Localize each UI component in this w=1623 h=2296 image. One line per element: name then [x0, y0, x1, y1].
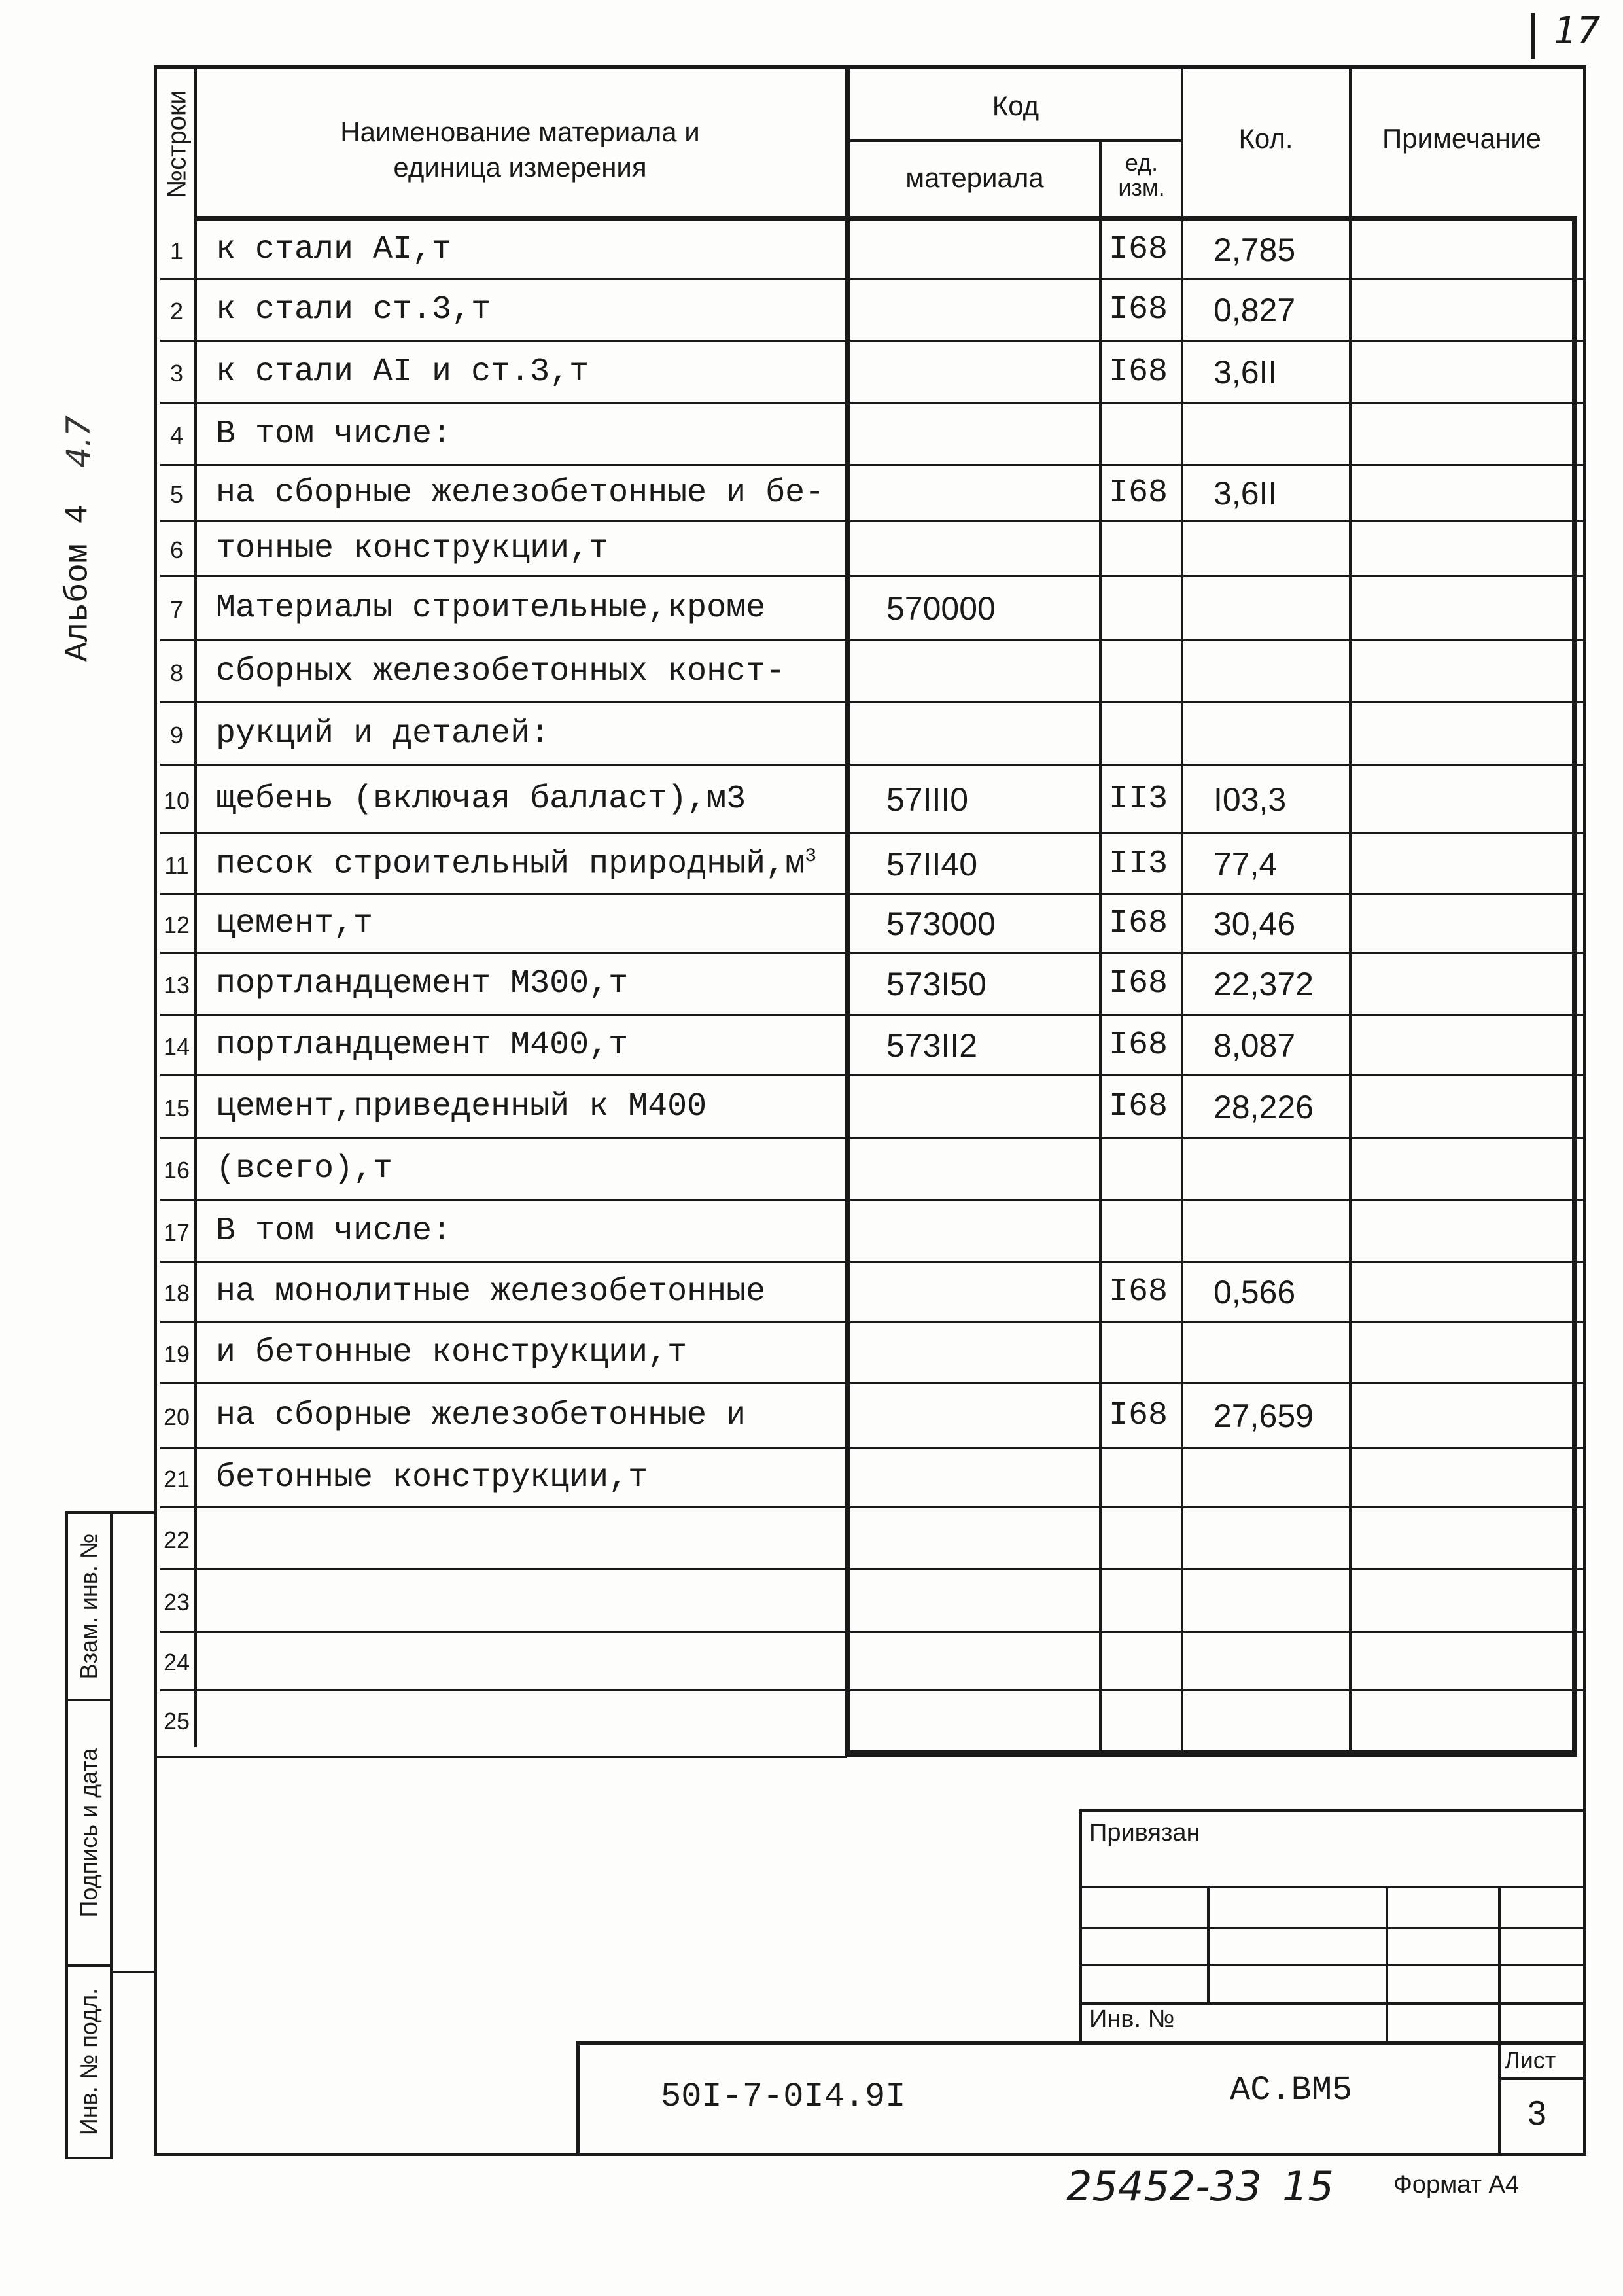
unit-code: II3 [1109, 780, 1168, 818]
row-number: 18 [163, 1280, 190, 1307]
quantity: 28,226 [1213, 1088, 1314, 1125]
privyazan-line-2 [1079, 1927, 1586, 1929]
material-code: 573000 [886, 906, 996, 942]
material-name: на сборные железобетонные и [216, 1397, 746, 1434]
table-row [160, 342, 1583, 404]
corner-page-number: 17 [1554, 10, 1601, 52]
material-code: 57III0 [886, 781, 969, 818]
table-row [160, 703, 1583, 766]
row-number: 12 [163, 911, 190, 938]
material-name-superscript: 3 [805, 845, 817, 868]
row-number: 7 [169, 596, 184, 623]
row-number: 20 [163, 1404, 190, 1430]
header-qty: Кол. [1238, 123, 1293, 154]
row-number: 17 [163, 1218, 190, 1246]
row-number: 16 [163, 1156, 190, 1184]
row-number: 8 [169, 659, 184, 686]
material-name: рукций и деталей: [216, 715, 550, 752]
material-name: к стали ст.3,т [216, 291, 491, 328]
unit-code: I68 [1109, 1397, 1168, 1434]
archive-number: 25452-33 [1066, 2163, 1262, 2210]
table-row [160, 1633, 1583, 1691]
header-row-number: №строки [162, 90, 192, 198]
table-row [160, 895, 1583, 954]
row-number: 24 [163, 1649, 190, 1676]
table-row [160, 221, 1583, 280]
row-number: 6 [169, 537, 184, 563]
privyazan-col-1 [1207, 1886, 1210, 2004]
table-row [160, 1691, 1583, 1750]
table-row [160, 834, 1583, 895]
quantity: 8,087 [1213, 1027, 1296, 1064]
archive-sheet: 15 [1282, 2163, 1334, 2210]
quantity: 3,6II [1213, 475, 1278, 512]
strip-divider-a [113, 1971, 154, 1973]
table-row [160, 641, 1583, 703]
header-code-unit: ед. изм. [1118, 149, 1165, 201]
row-number: 10 [163, 786, 190, 814]
unit-code: I68 [1109, 474, 1168, 512]
table-row [160, 1384, 1583, 1449]
row-number: 15 [163, 1094, 190, 1122]
material-name: тонные конструкции,т [216, 530, 609, 567]
row-number: 21 [163, 1466, 190, 1492]
row-number: 1 [169, 238, 184, 264]
quantity: 77,4 [1213, 845, 1278, 883]
sheet-sub-line [1498, 2077, 1586, 2080]
header-name: Наименование материала и единица измерения [340, 116, 700, 183]
unit-code: I68 [1109, 353, 1168, 391]
table-bottom-line-left [154, 1756, 847, 1758]
material-name: щебень (включая балласт),м3 [216, 780, 746, 818]
material-name: цемент,т [216, 905, 374, 942]
material-name: бетонные конструкции,т [216, 1459, 648, 1496]
inv-no-label: Инв. № [1089, 2005, 1175, 2033]
unit-code: I68 [1109, 231, 1168, 268]
table-row [160, 1508, 1583, 1570]
unit-code: I68 [1109, 291, 1168, 328]
material-code: 573II2 [886, 1027, 978, 1064]
quantity: I03,3 [1213, 781, 1287, 818]
unit-code: I68 [1109, 965, 1168, 1002]
table-row [160, 1076, 1583, 1139]
sheet-label: Лист [1505, 2047, 1556, 2074]
quantity: 3,6II [1213, 353, 1278, 391]
material-name: на монолитные железобетонные [216, 1273, 766, 1311]
table-row [160, 280, 1583, 342]
unit-code: I68 [1109, 1026, 1168, 1064]
material-name: В том числе: [216, 415, 452, 453]
material-name: цемент,приведенный к М400 [216, 1087, 707, 1125]
row-number: 23 [163, 1588, 190, 1616]
privyazan-line-3 [1079, 1964, 1586, 1966]
strip-podpis: Подпись и дата [65, 1699, 113, 1967]
row-number: 5 [169, 481, 184, 508]
header-sub-line [845, 139, 1182, 142]
table-row [160, 1323, 1583, 1384]
material-name: портландцемент М300,т [216, 965, 629, 1002]
table-row [160, 466, 1583, 522]
material-code: 570000 [886, 590, 996, 627]
unit-code: I68 [1109, 905, 1168, 942]
table-row [160, 1139, 1583, 1201]
doc-mark: АС.ВМ5 [1230, 2071, 1353, 2110]
table-row [160, 1263, 1583, 1323]
unit-code: I68 [1109, 1273, 1168, 1311]
row-number: 4 [169, 421, 184, 449]
material-name: к стали AI и ст.3,т [216, 353, 589, 391]
table-row [160, 1016, 1583, 1076]
header-code: Код [992, 90, 1039, 121]
material-name: Материалы строительные,кроме [216, 590, 766, 627]
table-row [160, 1449, 1583, 1508]
privyazan-line-1 [1079, 1886, 1586, 1888]
header-code-material: материала [905, 162, 1044, 193]
material-code: 57II40 [886, 845, 978, 883]
material-name-text: песок строительный природный,м [216, 845, 805, 883]
row-number: 19 [163, 1340, 190, 1368]
strip-inv-podl: Инв. № подл. [65, 1964, 113, 2159]
row-number: 22 [163, 1526, 190, 1553]
corner-page-mark [1531, 13, 1535, 59]
privyazan-col-2 [1386, 1886, 1388, 2043]
material-name: В том числе: [216, 1212, 452, 1250]
strip-vzam: Взам. инв. № [65, 1511, 113, 1701]
header-bottom-line [194, 216, 1577, 221]
format-label: Формат А4 [1393, 2171, 1520, 2199]
material-name: сборных железобетонных конст- [216, 652, 786, 690]
album-label: Альбом 4 4.7 [60, 415, 97, 662]
material-name: (всего),т [216, 1150, 393, 1188]
table-row [160, 404, 1583, 466]
quantity: 30,46 [1213, 906, 1296, 942]
privyazan-label: Привязан [1089, 1819, 1200, 1846]
row-number: 3 [169, 359, 184, 387]
unit-code: I68 [1109, 1087, 1168, 1125]
row-number: 11 [164, 851, 189, 879]
privyazan-col-3 [1498, 1886, 1501, 2043]
material-name: к стали AI,т [216, 231, 452, 268]
row-number: 9 [169, 721, 184, 749]
table-row [160, 1201, 1583, 1263]
table-row [160, 522, 1583, 577]
row-number: 14 [163, 1033, 190, 1060]
strip-inner-line [113, 1511, 154, 1514]
row-number: 13 [163, 972, 190, 998]
table-bottom-line [845, 1750, 1577, 1757]
row-number: 2 [169, 298, 184, 325]
quantity: 0,566 [1213, 1274, 1296, 1311]
sheet-col-line [1498, 2041, 1501, 2156]
material-name [216, 845, 1001, 883]
row-number: 25 [163, 1708, 190, 1735]
quantity: 0,827 [1213, 292, 1296, 328]
table-row [160, 766, 1583, 834]
quantity: 27,659 [1213, 1398, 1314, 1434]
quantity: 22,372 [1213, 966, 1314, 1002]
quantity: 2,785 [1213, 232, 1296, 268]
material-name: на сборные железобетонные и бе- [216, 474, 825, 512]
material-name: и бетонные конструкции,т [216, 1333, 688, 1371]
material-name: портландцемент М400,т [216, 1026, 629, 1064]
material-code: 573I50 [886, 966, 986, 1002]
doc-code: 50I-7-0I4.9I [661, 2077, 906, 2116]
table-row [160, 577, 1583, 641]
privyazan-line-4 [1079, 2002, 1586, 2005]
table-row [160, 954, 1583, 1016]
unit-code: II3 [1109, 845, 1168, 883]
sheet-number: 3 [1527, 2094, 1546, 2132]
table-row [160, 1570, 1583, 1633]
header-note: Примечание [1382, 123, 1542, 154]
